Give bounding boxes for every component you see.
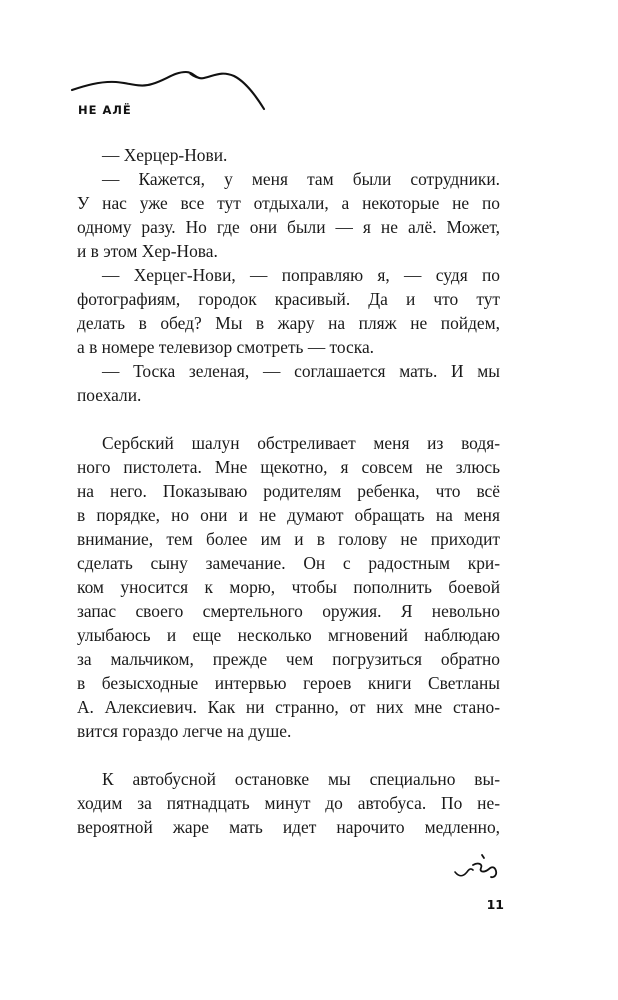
paragraph bbox=[77, 167, 500, 263]
paragraph bbox=[77, 143, 500, 167]
text-line: а в номере телевизор смотреть — тоска. bbox=[77, 337, 375, 357]
text-line: сделать сыну замечание. Он с радостным кри- bbox=[77, 553, 500, 573]
text-line: делать в обед? Мы в жару на пляж не пойдем, bbox=[77, 313, 500, 333]
text-line: в безысходные интервью героев книги Светланы bbox=[77, 673, 500, 693]
text-line: и в этом Хер-Нова. bbox=[77, 241, 218, 261]
text-line: ходим за пятнадцать минут до автобуса. По не- bbox=[77, 793, 500, 813]
text-line: К автобусной остановке мы специально вы- bbox=[102, 769, 500, 789]
text-line: поехали. bbox=[77, 385, 142, 405]
section-break bbox=[77, 743, 500, 767]
text-line: А. Алексиевич. Как ни странно, от них мне стано- bbox=[77, 697, 500, 717]
text-line: на него. Показываю родителям ребенка, что всё bbox=[77, 481, 500, 501]
text-line: вится гораздо легче на душе. bbox=[77, 721, 292, 741]
text-line: — Херцег-Нови, — поправляю я, — судя по bbox=[102, 265, 500, 285]
section-break bbox=[77, 407, 500, 431]
text-line: внимание, тем более им и в голову не приходит bbox=[77, 529, 500, 549]
page-number: 11 bbox=[486, 897, 504, 912]
text-line: фотографиям, городок красивый. Да и что тут bbox=[77, 289, 500, 309]
text-line: — Тоска зеленая, — соглашается мать. И мы bbox=[102, 361, 500, 381]
text-line: — Кажется, у меня там были сотрудники. bbox=[102, 169, 500, 189]
text-line: запас своего смертельного оружия. Я невольно bbox=[77, 601, 500, 621]
paragraph bbox=[77, 431, 500, 743]
paragraph bbox=[77, 767, 500, 839]
running-head: НЕ АЛЁ bbox=[78, 103, 132, 117]
text-line: вероятной жаре мать идет нарочито медленно, bbox=[77, 817, 500, 837]
text-line: Сербский шалун обстреливает меня из водя- bbox=[102, 433, 500, 453]
text-line: ного пистолета. Мне щекотно, я совсем не злюсь bbox=[77, 457, 500, 477]
text-line: за мальчиком, прежде чем погрузиться обратно bbox=[77, 649, 500, 669]
paragraph bbox=[77, 263, 500, 359]
text-line: ком уносится к морю, чтобы пополнить боевой bbox=[77, 577, 500, 597]
text-line: улыбаюсь и еще несколько мгновений наблюдаю bbox=[77, 625, 500, 645]
body-text bbox=[77, 143, 500, 839]
text-line: одному разу. Но где они были — я не алё. Может, bbox=[77, 217, 500, 237]
wave-ornament-icon bbox=[451, 852, 503, 882]
text-line: У нас уже все тут отдыхали, а некоторые не по bbox=[77, 193, 500, 213]
paragraph bbox=[77, 359, 500, 407]
text-line: в порядке, но они и не думают обращать на меня bbox=[77, 505, 500, 525]
text-line: — Херцер-Нови. bbox=[102, 145, 228, 165]
